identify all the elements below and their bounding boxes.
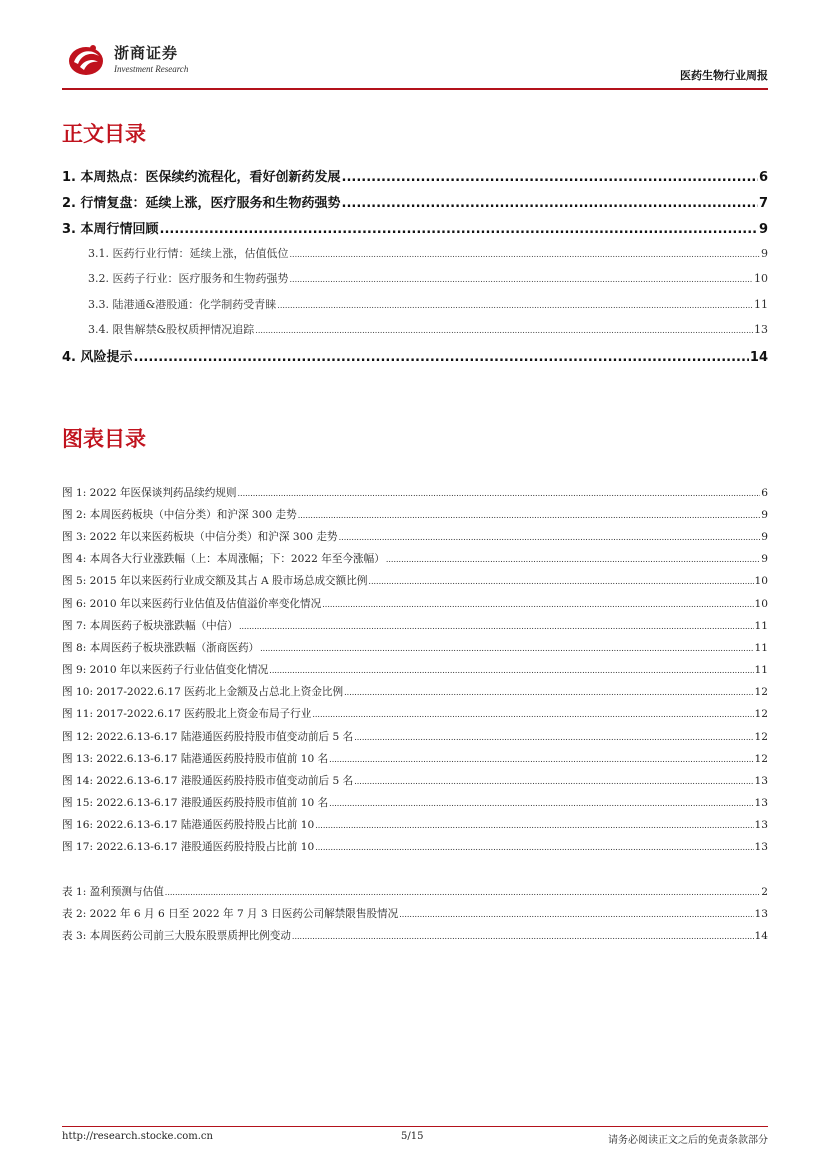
figure-entry-page: 11 [754, 620, 768, 632]
toc-subentry[interactable] [88, 270, 768, 286]
figure-entry[interactable] [62, 618, 768, 633]
toc-entry-text: 3. 本周行情回顾 [62, 222, 159, 237]
report-type: 医药生物行业周报 [680, 69, 768, 82]
figure-entry-page: 13 [754, 819, 768, 831]
leader-dots [298, 509, 761, 521]
leader-dots [342, 196, 758, 211]
leader-dots [277, 298, 753, 311]
figure-entry-page: 6 [761, 487, 768, 499]
leader-dots [344, 686, 753, 698]
table-entry[interactable] [62, 906, 768, 921]
figure-entry[interactable] [62, 751, 768, 766]
toc-entry-text: 3.1. 医药行业行情：延续上涨，估值低位 [88, 247, 289, 260]
leader-dots [315, 841, 753, 853]
table-entry[interactable] [62, 884, 768, 899]
figure-entry[interactable] [62, 485, 768, 500]
toc-entry-text: 1. 本周热点：医保续约流程化，看好创新药发展 [62, 170, 341, 185]
figure-entry-page: 12 [754, 731, 768, 743]
leader-dots [165, 886, 760, 898]
toc-entry-text: 3.3. 陆港通&港股通：化学制药受青睐 [88, 298, 277, 311]
toc-title: 正文目录 [62, 122, 146, 146]
toc-subentry[interactable] [88, 321, 768, 337]
brand-subtitle: Investment Research [114, 64, 189, 74]
leader-dots [269, 664, 753, 676]
toc-subentry[interactable] [88, 245, 768, 261]
page-number: 5/15 [401, 1131, 424, 1142]
toc-entry-text: 2. 行情复盘：延续上涨，医疗服务和生物药强势 [62, 196, 341, 211]
toc-entry-page: 13 [754, 323, 768, 336]
figure-entry-page: 13 [754, 841, 768, 853]
toc-entry[interactable] [62, 166, 768, 185]
figure-entry-text: 图 17: 2022.6.13-6.17 港股通医药股持股占比前 10 [62, 841, 315, 853]
figure-entry-page: 10 [754, 598, 768, 610]
figure-entry-text: 图 11: 2017-2022.6.17 医药股北上资金布局子行业 [62, 708, 312, 720]
figure-entry-text: 图 13: 2022.6.13-6.17 陆港通医药股持股市值前 10 名 [62, 753, 329, 765]
figure-entry[interactable] [62, 684, 768, 699]
leader-dots [339, 531, 761, 543]
leader-dots [312, 708, 753, 720]
figure-entry[interactable] [62, 551, 768, 566]
leader-dots [399, 908, 753, 920]
figure-entry-page: 11 [754, 642, 768, 654]
leader-dots [354, 731, 753, 743]
table-entry[interactable] [62, 928, 768, 943]
table-entry-text: 表 1: 盈利预测与估值 [62, 886, 164, 898]
figure-entry-text: 图 7: 本周医药子板块涨跌幅（中信） [62, 620, 238, 632]
leader-dots [315, 819, 753, 831]
figure-entry-text: 图 10: 2017-2022.6.17 医药北上金额及占总北上资金比例 [62, 686, 344, 698]
leader-dots [329, 753, 753, 765]
toc-subentry[interactable] [88, 296, 768, 312]
leader-dots [329, 797, 753, 809]
figure-entry[interactable] [62, 773, 768, 788]
leader-dots [160, 222, 758, 237]
figure-entry-text: 图 1: 2022 年医保谈判药品续约规则 [62, 487, 237, 499]
leader-dots [134, 350, 749, 365]
footer-url-link[interactable]: http://research.stocke.com.cn [62, 1131, 213, 1142]
figure-entry-text: 图 12: 2022.6.13-6.17 陆港通医药股持股市值变动前后 5 名 [62, 731, 354, 743]
figure-entry-text: 图 2: 本周医药板块（中信分类）和沪深 300 走势 [62, 509, 297, 521]
toc-entry-text: 3.2. 医药子行业：医疗服务和生物药强势 [88, 272, 289, 285]
toc-entry-page: 9 [758, 222, 768, 237]
toc-entry-page: 6 [758, 170, 768, 185]
figure-entry-text: 图 14: 2022.6.13-6.17 港股通医药股持股市值变动前后 5 名 [62, 775, 354, 787]
figure-entry[interactable] [62, 817, 768, 832]
leader-dots [342, 170, 758, 185]
toc-entry-page: 11 [754, 298, 768, 311]
leader-dots [354, 775, 753, 787]
figure-entry-text: 图 16: 2022.6.13-6.17 陆港通医药股持股占比前 10 [62, 819, 315, 831]
table-entry-page: 13 [754, 908, 768, 920]
figure-entry[interactable] [62, 839, 768, 854]
leader-dots [290, 247, 761, 260]
brand-name: 浙商证券 [114, 44, 179, 62]
toc-entry-page: 14 [749, 350, 768, 365]
table-entry-page: 2 [761, 886, 768, 898]
leader-dots [260, 642, 753, 654]
page-header [62, 36, 768, 86]
header-divider [62, 88, 768, 90]
figure-entry-text: 图 6: 2010 年以来医药行业估值及估值溢价率变化情况 [62, 598, 322, 610]
figure-entry[interactable] [62, 706, 768, 721]
figure-entry[interactable] [62, 795, 768, 810]
toc-entry-text: 3.4. 限售解禁&股权质押情况追踪 [88, 323, 255, 336]
figure-entry-page: 12 [754, 753, 768, 765]
figure-entry-text: 图 4: 本周各大行业涨跌幅（上：本周涨幅；下：2022 年至今涨幅） [62, 553, 385, 565]
figure-entry[interactable] [62, 640, 768, 655]
leader-dots [292, 930, 754, 942]
figure-entry-text: 图 3: 2022 年以来医药板块（中信分类）和沪深 300 走势 [62, 531, 338, 543]
figure-entry[interactable] [62, 507, 768, 522]
toc-entry-page: 9 [761, 247, 768, 260]
leader-dots [368, 575, 753, 587]
zheshang-logo-icon [66, 40, 106, 78]
toc-entry-text: 4. 风险提示 [62, 350, 133, 365]
figure-entry-page: 12 [754, 686, 768, 698]
toc-entry[interactable] [62, 346, 768, 365]
figure-entry[interactable] [62, 596, 768, 611]
figure-entry[interactable] [62, 729, 768, 744]
figure-entry-text: 图 15: 2022.6.13-6.17 港股通医药股持股市值前 10 名 [62, 797, 329, 809]
toc-entry[interactable] [62, 218, 768, 237]
figure-entry-page: 9 [761, 553, 768, 565]
footer-disclaimer: 请务必阅读正文之后的免责条款部分 [608, 1135, 768, 1146]
table-entry-text: 表 3: 本周医药公司前三大股东股票质押比例变动 [62, 930, 291, 942]
leader-dots [238, 487, 761, 499]
leader-dots [239, 620, 754, 632]
figure-entry-text: 图 9: 2010 年以来医药子行业估值变化情况 [62, 664, 269, 676]
figure-entry-page: 13 [754, 797, 768, 809]
toc-entry-page: 10 [754, 272, 768, 285]
figure-entry-page: 11 [754, 664, 768, 676]
figure-entry-text: 图 8: 本周医药子板块涨跌幅（浙商医药） [62, 642, 260, 654]
leader-dots [255, 323, 753, 336]
figure-entry-page: 9 [761, 531, 768, 543]
figure-entry[interactable] [62, 662, 768, 677]
table-entry-text: 表 2: 2022 年 6 月 6 日至 2022 年 7 月 3 日医药公司解禁限售股情况 [62, 908, 399, 920]
figure-entry-page: 9 [761, 509, 768, 521]
figure-entry[interactable] [62, 529, 768, 544]
leader-dots [290, 272, 754, 285]
toc-entry[interactable] [62, 192, 768, 211]
figure-entry-page: 13 [754, 775, 768, 787]
footer-divider [62, 1126, 768, 1127]
figure-entry[interactable] [62, 573, 768, 588]
figures-title: 图表目录 [62, 427, 146, 451]
figure-entry-page: 10 [754, 575, 768, 587]
leader-dots [386, 553, 760, 565]
leader-dots [322, 598, 753, 610]
table-entry-page: 14 [754, 930, 768, 942]
figure-entry-text: 图 5: 2015 年以来医药行业成交额及其占 A 股市场总成交额比例 [62, 575, 368, 587]
figure-entry-page: 12 [754, 708, 768, 720]
toc-entry-page: 7 [758, 196, 768, 211]
